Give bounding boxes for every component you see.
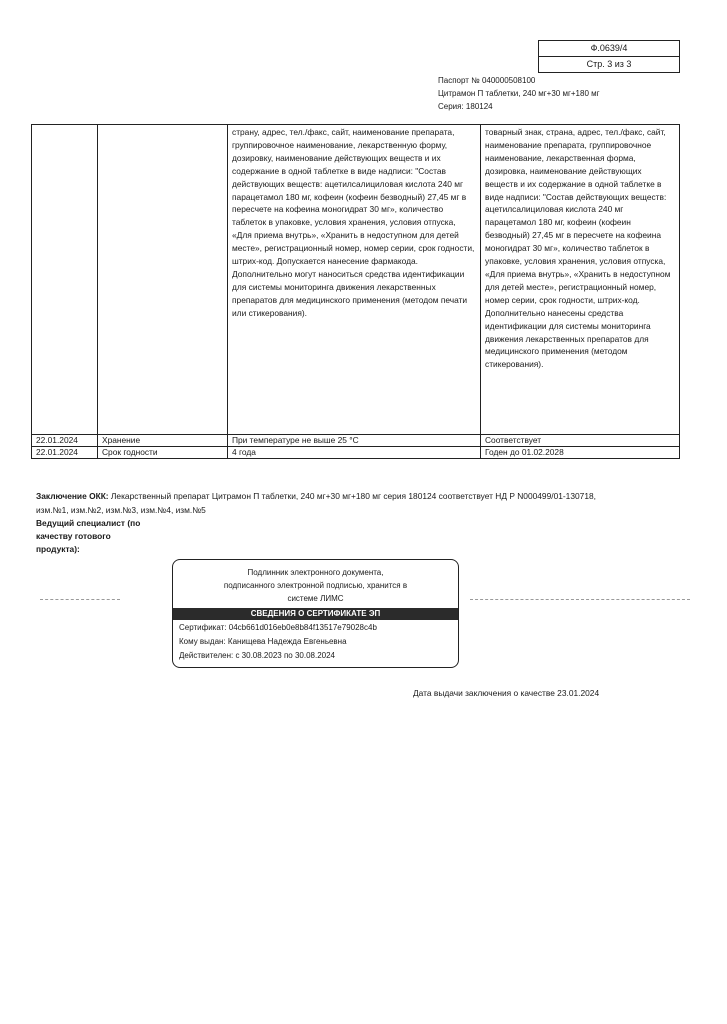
- stamp-line-3: системе ЛИМС: [287, 594, 344, 603]
- form-code: Ф.0639/4: [539, 41, 679, 57]
- cell-date: [32, 125, 98, 435]
- stamp-line-1: Подлинник электронного документа,: [247, 568, 384, 577]
- conclusion-label: Заключение ОКК:: [36, 491, 109, 501]
- issue-date: Дата выдачи заключения о качестве 23.01.2024: [413, 688, 600, 698]
- passport-header: [438, 74, 600, 113]
- stamp-validity: Действителен: с 30.08.2023 по 30.08.2024: [179, 651, 335, 660]
- stamp-certificate: Сертификат: 04cb661d016eb0e8b84f13517e79028c4b: [179, 623, 377, 632]
- qc-conclusion: [36, 490, 596, 517]
- page-number: Стр. 3 из 3: [586, 59, 632, 69]
- conclusion-text: Лекарственный препарат Цитрамон П таблетки, 240 мг+30 мг+180 мг серия 180124 соответствует НД Р N000499/01-130718, изм.№1, изм.№2, изм.№3, изм.№4, изм.№5: [36, 491, 596, 515]
- specialist-label: Ведущий специалист (по качеству готового продукта):: [36, 518, 141, 554]
- passport-series: Серия: 180124: [438, 102, 493, 111]
- stamp-line-2: подписанного электронной подписью, хранится в: [223, 581, 408, 590]
- stamp-header: СВЕДЕНИЯ О СЕРТИФИКАТЕ ЭП: [173, 608, 458, 620]
- dash-line-left: [40, 599, 120, 600]
- dash-line-right: [470, 599, 690, 600]
- table-row-marking: [32, 125, 680, 435]
- cell-result: Годен до 01.02.2028: [481, 447, 680, 459]
- cell-date: 22.01.2024: [32, 447, 98, 459]
- test-results-table: [31, 124, 680, 459]
- cell-requirement: При температуре не выше 25 °С: [228, 435, 481, 447]
- form-code-box: [538, 40, 680, 73]
- cell-result: Соответствует: [481, 435, 680, 447]
- cell-name: Срок годности: [98, 447, 228, 459]
- cell-result: товарный знак, страна, адрес, тел./факс, сайт, наименование препарата, группировочное наименование, лекарственная форма, дозировка, наименование действующих веществ и их содержание в одной таблетке в виде надписи: "Состав действующих веществ: ацетилсалициловая кислота 240 мг парацетамол 180 мг, кофеин (кофеин безводный) 27,45 мг в пересчете на кофеина моногидрат 30 мг», количество таблеток в упаковке, условия хранения, условия отпуска, «Для приема внутрь», «Хранить в недоступном для детей месте», регистрационный номер, номер серии, срок годности, штрих-код. Дополнительно нанесены средства идентификации для системы мониторинга движения лекарственных препаратов для медицинского применения (методом стикерования).: [481, 125, 680, 435]
- cell-requirement: страну, адрес, тел./факс, сайт, наименование препарата, группировочное наименование, лекарственную форму, дозировку, наименование действующих веществ и их содержание в одной таблетке в виде надписи: "Состав действующих веществ: ацетилсалициловая кислота 240 мг парацетамол 180 мг, кофеин (кофеин безводный) 27,45 мг в пересчете на кофеина моногидрат 30 мг», количество таблеток в упаковке, условия хранения, условия отпуска, «Для приема внутрь», «Хранить в недоступном для детей месте», регистрационный номер, номер серии, срок годности, штрих-код. Допускается нанесение фармакода. Дополнительно могут наноситься средства идентификации для системы мониторинга движения лекарственных препаратов для медицинского применения (методом печати или стикерования).: [228, 125, 481, 435]
- stamp-notice: [173, 566, 458, 605]
- passport-product: Цитрамон П таблетки, 240 мг+30 мг+180 мг: [438, 89, 600, 98]
- table-row-shelf-life: [32, 447, 680, 459]
- table-row-storage: [32, 435, 680, 447]
- cell-date: 22.01.2024: [32, 435, 98, 447]
- passport-number: Паспорт № 040000508100: [438, 76, 536, 85]
- cell-name: Хранение: [98, 435, 228, 447]
- cell-requirement: 4 года: [228, 447, 481, 459]
- stamp-issued-to: Кому выдан: Канищева Надежда Евгеньевна: [179, 637, 347, 646]
- cell-name: [98, 125, 228, 435]
- e-signature-stamp: [172, 559, 459, 668]
